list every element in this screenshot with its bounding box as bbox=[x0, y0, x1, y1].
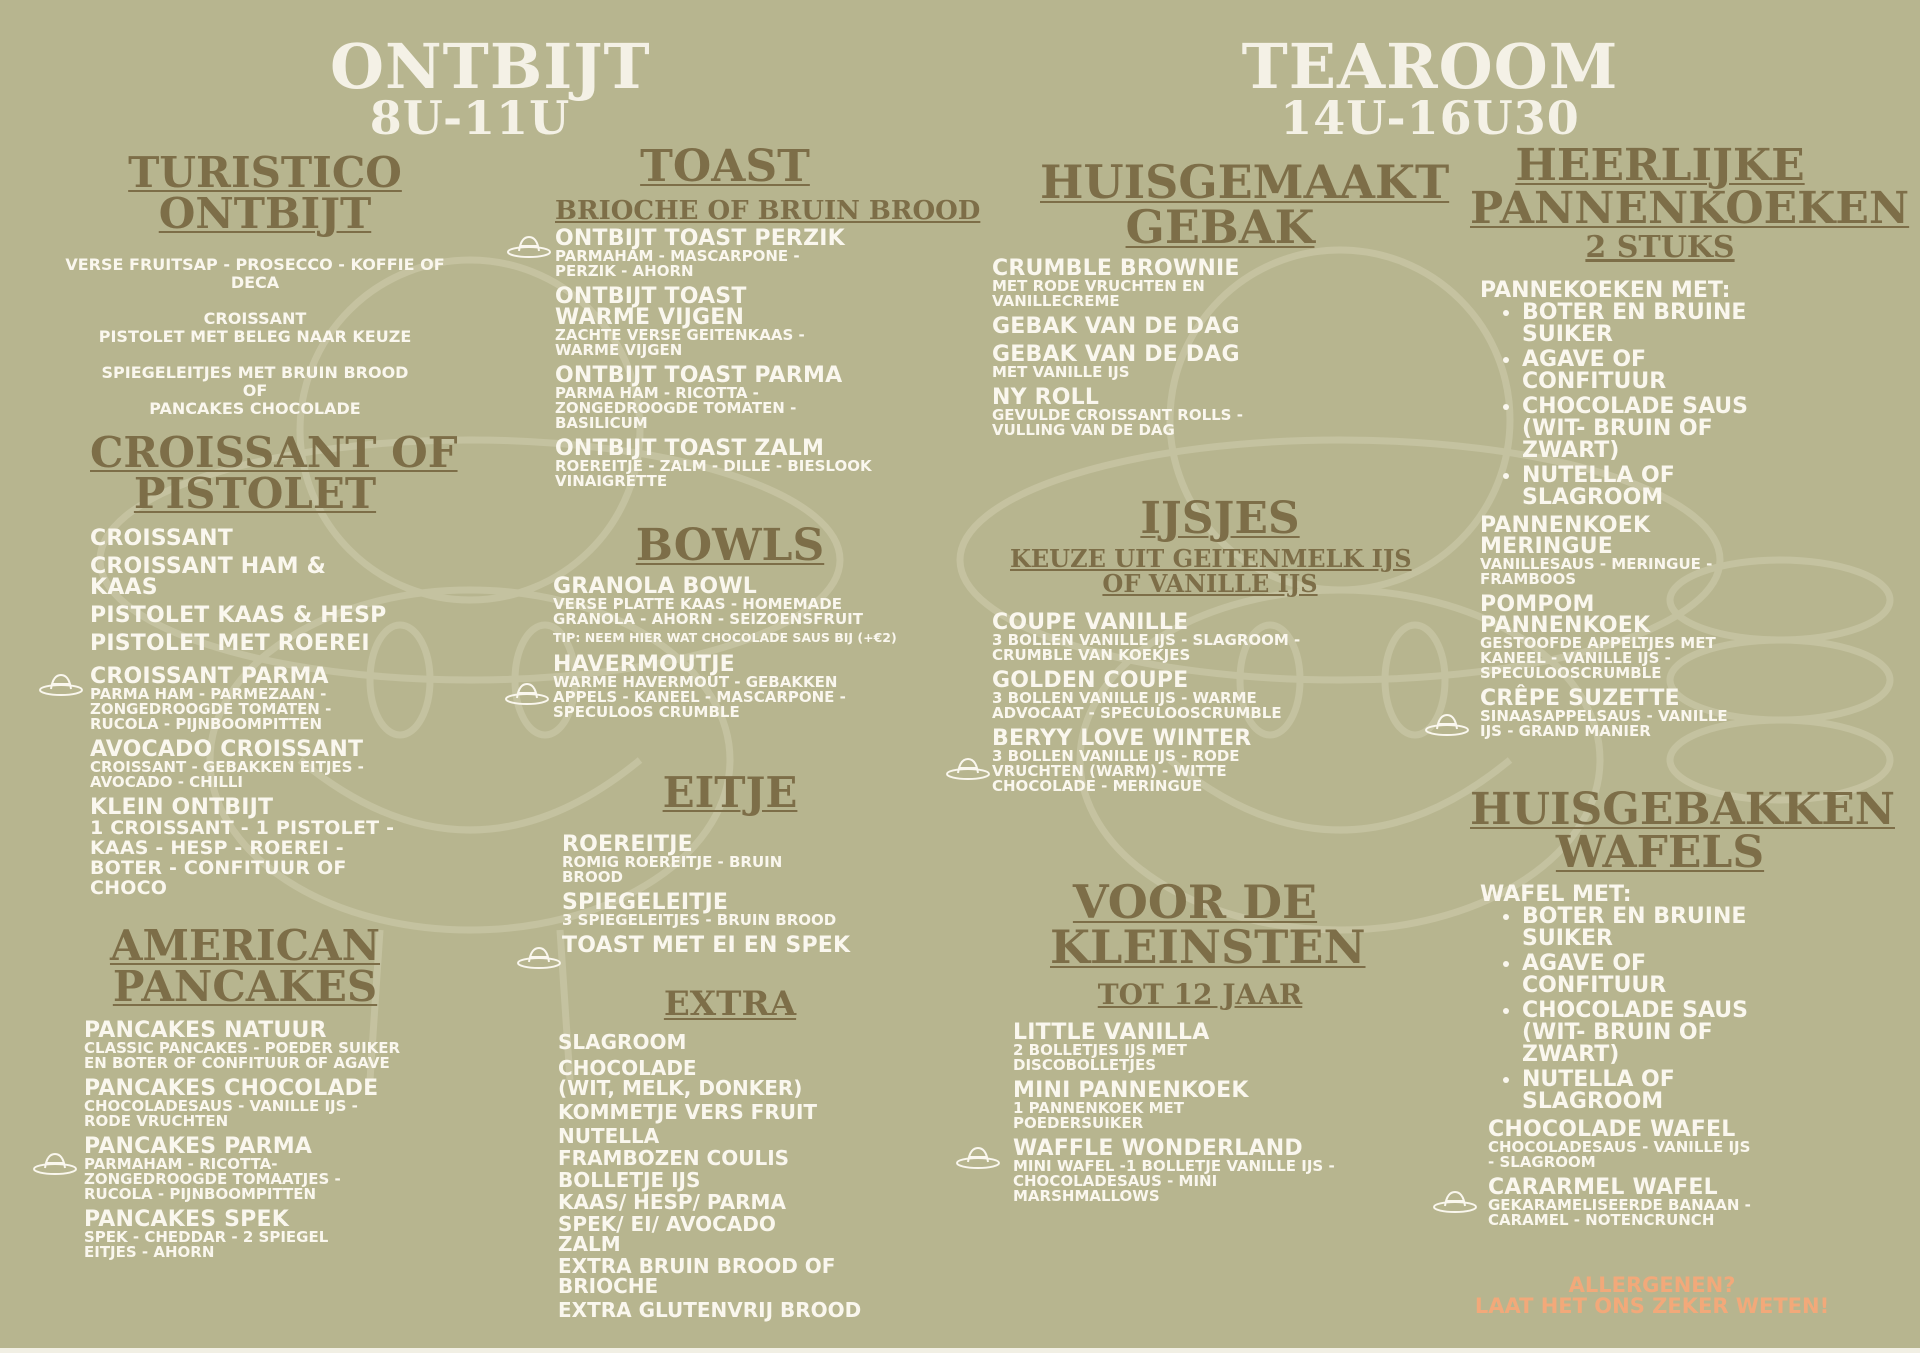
allergy-note bbox=[1442, 1275, 1862, 1317]
menu-item-name: ROEREITJE bbox=[562, 832, 693, 857]
menu-item bbox=[992, 728, 1322, 794]
menu-item bbox=[84, 1020, 434, 1071]
menu-item bbox=[1488, 1177, 1800, 1228]
menu-item-name: BERYY LOVE WINTER bbox=[992, 726, 1252, 751]
menu-item-desc: VERSE PLATTE KAAS - HOMEMADE GRANOLA - AHORN - SEIZOENSFRUIT bbox=[553, 595, 863, 628]
tearoom-hours: 14U-16U30 bbox=[1280, 90, 1580, 145]
sombrero-icon bbox=[32, 1150, 78, 1176]
sombrero-icon bbox=[506, 233, 552, 259]
menu-item bbox=[1013, 1080, 1343, 1131]
menu-item bbox=[992, 670, 1322, 721]
extra-item: NUTELLA bbox=[558, 1124, 660, 1148]
turistico-heading-line-2: ONTBIJT bbox=[158, 189, 372, 239]
menu-item-desc: 3 SPIEGELEITJES - BRUIN BROOD bbox=[562, 911, 837, 929]
option-item: • CHOCOLADE SAUS (WIT- BRUIN OF ZWART) bbox=[1522, 396, 1762, 462]
menu-item-name: PISTOLET MET ROEREI bbox=[90, 631, 370, 656]
menu-item-name: ONTBIJT TOAST PERZIK bbox=[555, 226, 845, 251]
eitje-section bbox=[562, 834, 892, 963]
ijsjes-section bbox=[992, 612, 1322, 801]
ijsjes-subheading bbox=[1010, 544, 1412, 599]
menu-item-desc: CHOCOLADESAUS - VANILLE IJS - RODE VRUCHTEN bbox=[84, 1097, 358, 1130]
croissant-pistolet-heading bbox=[90, 428, 458, 519]
menu-item-desc: GEVULDE CROISSANT ROLLS - VULLING VAN DE DAG bbox=[992, 406, 1243, 439]
menu-item bbox=[992, 258, 1312, 309]
extra-item: ZALM bbox=[558, 1232, 621, 1256]
extra-item: CHOCOLADE bbox=[558, 1056, 697, 1080]
american-heading-line-2: PANCAKES bbox=[112, 962, 378, 1012]
menu-item-desc: PARMAHAM - MASCARPONE - PERZIK - AHORN bbox=[555, 247, 800, 280]
extra-item: KAAS/ HESP/ PARMA bbox=[558, 1190, 786, 1214]
menu-item-name: ONTBIJT TOAST WARME VIJGEN bbox=[555, 284, 747, 330]
sombrero-icon bbox=[1424, 711, 1470, 737]
pannenkoeken-heading-line-2: PANNENKOEKEN bbox=[1470, 183, 1910, 235]
menu-item bbox=[84, 1078, 434, 1129]
pannenkoeken-heading-line-1: HEERLIJKE bbox=[1515, 140, 1805, 191]
croissant-heading-line-1: CROISSANT OF bbox=[90, 428, 458, 477]
menu-item bbox=[555, 438, 895, 489]
pannenkoeken-intro: PANNEKOEKEN MET: bbox=[1480, 278, 1731, 303]
menu-item bbox=[1480, 594, 1800, 681]
menu-item-name: POMPOM PANNENKOEK bbox=[1480, 592, 1651, 638]
menu-item bbox=[555, 228, 895, 279]
pannenkoeken-subheading: 2 STUKS bbox=[1585, 230, 1735, 265]
sombrero-icon bbox=[945, 755, 991, 781]
turistico-line: PISTOLET MET BELEG NAAR KEUZE bbox=[98, 327, 412, 346]
extra-heading-text: EXTRA bbox=[663, 984, 797, 1024]
wafels-heading-line-2: WAFELS bbox=[1555, 827, 1765, 879]
menu-item bbox=[1480, 515, 1800, 587]
option-item: • NUTELLA OF SLAGROOM bbox=[1522, 1069, 1722, 1113]
menu-item-desc: VANILLESAUS - MERINGUE - FRAMBOOS bbox=[1480, 555, 1713, 588]
menu-item-desc: GESTOOFDE APPELTJES MET KANEEL - VANILLE IJS - SPECULOOSCRUMBLE bbox=[1480, 634, 1716, 682]
menu-item bbox=[555, 286, 895, 358]
menu-item-desc: PARMA HAM - RICOTTA - ZONGEDROOGDE TOMATEN - BASILICUM bbox=[555, 384, 797, 432]
menu-item bbox=[562, 892, 892, 928]
tearoom-title-text: TEAROOM bbox=[1241, 30, 1619, 103]
menu-item-desc: ROMIG ROEREITJE - BRUIN BROOD bbox=[562, 853, 783, 886]
menu-item-desc: ROEREITJE - ZALM - DILLE - BIESLOOK VINAIGRETTE bbox=[555, 457, 872, 490]
kleinsten-subheading: TOT 12 JAAR bbox=[1097, 978, 1303, 1011]
turistico-line: VERSE FRUITSAP - PROSECCO - KOFFIE OF DECA bbox=[65, 255, 445, 292]
kleinsten-heading bbox=[1050, 875, 1366, 975]
sombrero-icon bbox=[955, 1144, 1001, 1170]
american-pancakes-section bbox=[84, 1020, 434, 1267]
menu-item-desc: 1 CROISSANT - 1 PISTOLET - KAAS - HESP - ROEREI - BOTER - CONFITUUR OF CHOCO bbox=[90, 817, 395, 899]
ijsjes-heading bbox=[1100, 493, 1340, 544]
spacer bbox=[40, 292, 470, 310]
menu-item bbox=[553, 654, 923, 720]
eitje-heading bbox=[620, 768, 840, 817]
menu-item bbox=[84, 1136, 434, 1202]
menu-item-desc: 1 PANNENKOEK MET POEDERSUIKER bbox=[1013, 1099, 1184, 1132]
ijsjes-heading-text: IJSJES bbox=[1140, 493, 1300, 544]
american-pancakes-heading bbox=[90, 921, 400, 1012]
option-item: • AGAVE OF CONFITUUR bbox=[1522, 953, 1722, 997]
menu-item-name: GOLDEN COUPE bbox=[992, 668, 1189, 693]
menu-item-desc: 3 BOLLEN VANILLE IJS - WARME ADVOCAAT - SPECULOOSCRUMBLE bbox=[992, 689, 1282, 722]
extra-item: FRAMBOZEN COULIS bbox=[558, 1146, 790, 1170]
allergy-line-1: ALLERGENEN? bbox=[1568, 1273, 1736, 1297]
kleinsten-section bbox=[1013, 1022, 1343, 1211]
tearoom-title bbox=[1240, 30, 1620, 145]
menu-item bbox=[90, 605, 440, 626]
eitje-heading-text: EITJE bbox=[662, 768, 798, 817]
menu-item bbox=[1013, 1138, 1343, 1204]
menu-item-desc: 3 BOLLEN VANILLE IJS - RODE VRUCHTEN (WARM) - WITTE CHOCOLADE - MERINGUE bbox=[992, 747, 1240, 795]
american-heading-line-1: AMERICAN bbox=[109, 921, 381, 970]
menu-item bbox=[1480, 688, 1800, 739]
menu-item-desc: SINAASAPPELSAUS - VANILLE IJS - GRAND MANIER bbox=[1480, 707, 1728, 740]
menu-item bbox=[90, 633, 440, 654]
gebak-heading-line-2: GEBAK bbox=[1125, 200, 1315, 255]
menu-item-desc: MINI WAFEL -1 BOLLETJE VANILLE IJS - CHOCOLADESAUS - MINI MARSHMALLOWS bbox=[1013, 1157, 1335, 1205]
menu-item bbox=[555, 365, 895, 431]
menu-item-name: CROISSANT HAM & KAAS bbox=[90, 554, 326, 600]
menu-item-name: CROISSANT bbox=[90, 526, 233, 551]
extra-item: (WIT, MELK, DONKER) bbox=[558, 1076, 803, 1100]
menu-item-desc: CLASSIC PANCAKES - POEDER SUIKER EN BOTER OF CONFITUUR OF AGAVE bbox=[84, 1039, 401, 1072]
extra-item: EXTRA BRUIN BROOD OF BRIOCHE bbox=[558, 1254, 836, 1298]
menu-item bbox=[90, 797, 440, 898]
menu-item-name: NY ROLL bbox=[992, 385, 1100, 410]
menu-item-name: CHOCOLADE WAFEL bbox=[1488, 1117, 1736, 1142]
gebak-heading-line-1: HUISGEMAAKT bbox=[1040, 155, 1450, 209]
sombrero-icon bbox=[1432, 1188, 1478, 1214]
menu-item-desc: 2 BOLLETJES IJS MET DISCOBOLLETJES bbox=[1013, 1041, 1187, 1074]
toast-subheading: BRIOCHE OF BRUIN BROOD bbox=[555, 196, 981, 226]
option-item: • BOTER EN BRUINE SUIKER bbox=[1522, 302, 1752, 346]
menu-item-name: MINI PANNENKOEK bbox=[1013, 1078, 1249, 1103]
menu-item-name: PANNENKOEK MERINGUE bbox=[1480, 513, 1651, 559]
sombrero-icon bbox=[504, 680, 550, 706]
gebak-heading bbox=[1040, 155, 1450, 255]
menu-item bbox=[992, 387, 1312, 438]
extra-heading bbox=[640, 984, 820, 1024]
menu-item bbox=[562, 834, 892, 885]
menu-item bbox=[84, 1209, 434, 1260]
menu-item-name: COUPE VANILLE bbox=[992, 610, 1189, 635]
menu-item bbox=[562, 935, 892, 956]
pannenkoeken-section bbox=[1480, 280, 1800, 746]
menu-item-desc: CHOCOLADESAUS - VANILLE IJS - SLAGROOM bbox=[1488, 1138, 1751, 1171]
extra-item: SLAGROOM bbox=[558, 1030, 687, 1054]
menu-item-name: WAFFLE WONDERLAND bbox=[1013, 1136, 1303, 1161]
menu-item-desc: GEKARAMELISEERDE BANAAN - CARAMEL - NOTENCRUNCH bbox=[1488, 1196, 1751, 1229]
menu-item bbox=[90, 666, 440, 732]
bowls-tip: TIP: NEEM HIER WAT CHOCOLADE SAUS BIJ (+€2) bbox=[553, 630, 897, 645]
menu-item bbox=[90, 739, 440, 790]
turistico-line: CROISSANT bbox=[203, 309, 307, 328]
turistico-line: OF bbox=[242, 381, 268, 400]
menu-item-name: TOAST MET EI EN SPEK bbox=[562, 933, 851, 958]
menu-item-name: ONTBIJT TOAST PARMA bbox=[555, 363, 843, 388]
toast-heading bbox=[590, 141, 860, 192]
extra-item: SPEK/ EI/ AVOCADO bbox=[558, 1212, 776, 1236]
gebak-section bbox=[992, 258, 1312, 445]
menu-item-name: HAVERMOUTJE bbox=[553, 652, 735, 677]
kleinsten-heading-line-2: KLEINSTEN bbox=[1050, 920, 1366, 975]
wafels-heading-line-1: HUISGEBAKKEN bbox=[1470, 784, 1895, 835]
menu-item-name: PANCAKES SPEK bbox=[84, 1207, 289, 1232]
menu-item-desc: PARMA HAM - PARMEZAAN - ZONGEDROOGDE TOMATEN - RUCOLA - PIJNBOOMPITTEN bbox=[90, 685, 332, 733]
bowls-heading bbox=[600, 520, 860, 571]
option-item: • BOTER EN BRUINE SUIKER bbox=[1522, 906, 1752, 950]
menu-item-desc: MET RODE VRUCHTEN EN VANILLECREME bbox=[992, 277, 1205, 310]
extra-item: BOLLETJE IJS bbox=[558, 1168, 701, 1192]
menu-item-name: LITTLE VANILLA bbox=[1013, 1020, 1210, 1045]
pannenkoeken-options bbox=[1480, 302, 1800, 509]
menu-item-desc: ZACHTE VERSE GEITENKAAS - WARME VIJGEN bbox=[555, 326, 805, 359]
ijsjes-subheading-line-2: OF VANILLE IJS bbox=[1102, 569, 1318, 599]
menu-item bbox=[90, 556, 440, 598]
menu-item-name: PANCAKES CHOCOLADE bbox=[84, 1076, 379, 1101]
sombrero-icon bbox=[516, 944, 562, 970]
sombrero-icon bbox=[38, 671, 84, 697]
croissant-heading-line-2: PISTOLET bbox=[133, 469, 377, 519]
menu-item-name: CRUMBLE BROWNIE bbox=[992, 256, 1240, 281]
menu-item-name: PANCAKES PARMA bbox=[84, 1134, 313, 1159]
option-item: • NUTELLA OF SLAGROOM bbox=[1522, 465, 1722, 509]
ijsjes-subheading-line-1: KEUZE UIT GEITENMELK IJS bbox=[1010, 544, 1412, 573]
extra-section bbox=[558, 1032, 898, 1320]
option-item: • AGAVE OF CONFITUUR bbox=[1522, 349, 1722, 393]
menu-item-name: PISTOLET KAAS & HESP bbox=[90, 603, 387, 628]
toast-heading-text: TOAST bbox=[640, 141, 810, 192]
menu-item-name: KLEIN ONTBIJT bbox=[90, 795, 274, 820]
menu-item-desc: SPEK - CHEDDAR - 2 SPIEGEL EITJES - AHORN bbox=[84, 1228, 329, 1261]
extra-item: KOMMETJE VERS FRUIT bbox=[558, 1100, 818, 1124]
menu-item-desc: PARMAHAM - RICOTTA- ZONGEDROOGDE TOMAATJES - RUCOLA - PIJNBOOMPITTEN bbox=[84, 1155, 341, 1203]
menu-item-name: CARARMEL WAFEL bbox=[1488, 1175, 1718, 1200]
turistico-heading bbox=[120, 148, 410, 239]
menu-item-desc: MET VANILLE IJS bbox=[992, 363, 1130, 381]
menu-item bbox=[1013, 1022, 1343, 1073]
menu-item-name: PANCAKES NATUUR bbox=[84, 1018, 327, 1043]
wafels-heading bbox=[1470, 784, 1895, 879]
kleinsten-heading-line-1: VOOR DE bbox=[1072, 875, 1318, 929]
bowls-heading-text: BOWLS bbox=[635, 520, 825, 571]
menu-item bbox=[553, 576, 923, 647]
option-item: • CHOCOLADE SAUS (WIT- BRUIN OF ZWART) bbox=[1522, 1000, 1762, 1066]
menu-item bbox=[992, 316, 1312, 337]
menu-item-name: GEBAK VAN DE DAG bbox=[992, 342, 1240, 367]
ontbijt-hours: 8U-11U bbox=[369, 90, 571, 145]
menu-item bbox=[1488, 1119, 1800, 1170]
menu-item-name: CROISSANT PARMA bbox=[90, 664, 329, 689]
bottom-edge bbox=[0, 1348, 1920, 1353]
menu-item-name: CRÊPE SUZETTE bbox=[1480, 686, 1680, 711]
pannenkoeken-heading bbox=[1470, 140, 1910, 235]
turistico-line: PANCAKES CHOCOLADE bbox=[149, 399, 361, 418]
bowls-section bbox=[553, 576, 923, 727]
menu-item-name: GRANOLA BOWL bbox=[553, 574, 757, 599]
menu-item bbox=[992, 344, 1312, 380]
menu-item-name: SPIEGELEITJE bbox=[562, 890, 729, 915]
wafels-section bbox=[1480, 884, 1800, 1235]
croissant-pistolet-section bbox=[90, 528, 440, 905]
turistico-section bbox=[40, 256, 470, 418]
menu-item-name: GEBAK VAN DE DAG bbox=[992, 314, 1240, 339]
allergy-line-2: LAAT HET ONS ZEKER WETEN! bbox=[1474, 1294, 1830, 1318]
menu-item-name: AVOCADO CROISSANT bbox=[90, 737, 364, 762]
toast-section bbox=[555, 228, 895, 496]
menu-item-desc: 3 BOLLEN VANILLE IJS - SLAGROOM - CRUMBLE VAN KOEKJES bbox=[992, 631, 1301, 664]
menu-item-desc: WARME HAVERMOUT - GEBAKKEN APPELS - KANEEL - MASCARPONE - SPECULOOS CRUMBLE bbox=[553, 673, 846, 721]
extra-item: EXTRA GLUTENVRIJ BROOD bbox=[558, 1298, 862, 1322]
menu-item bbox=[90, 528, 440, 549]
ontbijt-title-text: ONTBIJT bbox=[330, 30, 651, 103]
turistico-line: SPIEGELEITJES MET BRUIN BROOD bbox=[101, 363, 409, 382]
wafels-intro: WAFEL MET: bbox=[1480, 882, 1632, 907]
ontbijt-title bbox=[330, 30, 651, 145]
menu-item-desc: CROISSANT - GEBAKKEN EITJES - AVOCADO - CHILLI bbox=[90, 758, 364, 791]
turistico-heading-line-1: TURISTICO bbox=[128, 148, 402, 197]
menu-item-name: ONTBIJT TOAST ZALM bbox=[555, 436, 825, 461]
wafels-options bbox=[1480, 906, 1800, 1113]
spacer bbox=[40, 346, 470, 364]
menu-item bbox=[992, 612, 1322, 663]
